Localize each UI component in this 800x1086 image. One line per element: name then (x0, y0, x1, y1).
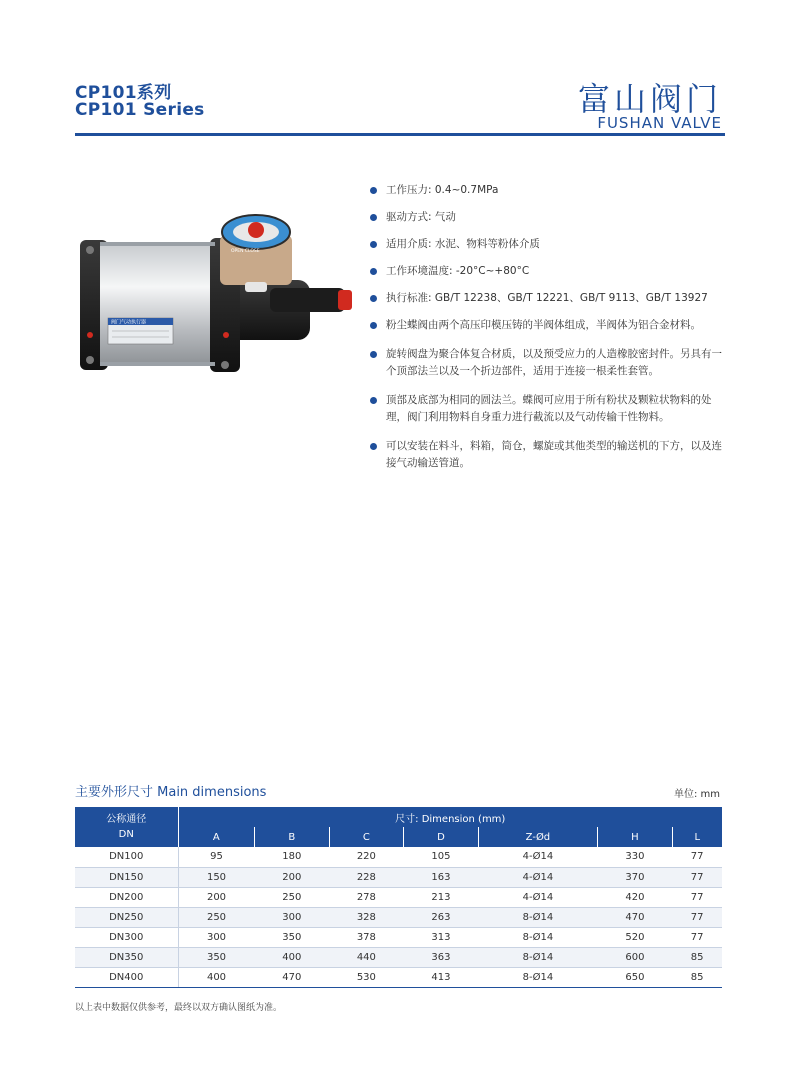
table-row (75, 927, 722, 947)
table-cell: DN100 (75, 847, 178, 867)
table-footnote: 以上表中数据仅供参考，最终以双方确认图纸为准。 (75, 1003, 283, 1013)
spec-item: 执行标准: GB/T 12238、GB/T 12221、GB/T 9113、GB/T 13927 (370, 290, 725, 307)
table-cell: 350 (255, 927, 330, 947)
bullet-dot-icon (370, 214, 377, 221)
table-row (75, 967, 722, 987)
table-cell: 250 (255, 887, 330, 907)
brand-name-en: FUSHAN VALVE (597, 114, 722, 132)
table-cell: 150 (178, 867, 255, 887)
table-cell: 77 (672, 887, 722, 907)
table-cell: 8-Ø14 (478, 907, 597, 927)
table-cell: 520 (598, 927, 673, 947)
table-cell: 400 (178, 967, 255, 987)
red-end-cap (338, 290, 352, 310)
table-cell: 530 (329, 967, 404, 987)
dimension-group-header: 尺寸: Dimension (mm) (178, 807, 722, 827)
spec-item: 可以安装在料斗，料箱，筒仓，螺旋或其他类型的输送机的下方，以及连接气动输送管道。 (370, 438, 725, 472)
table-cell: DN300 (75, 927, 178, 947)
actuator-cylinder (100, 245, 215, 365)
table-cell: 263 (404, 907, 479, 927)
svg-text:OPEN CLOSE: OPEN CLOSE (231, 249, 260, 254)
table-cell: DN350 (75, 947, 178, 967)
table-cell: 8-Ø14 (478, 927, 597, 947)
table-row (75, 847, 722, 867)
table-cell: 77 (672, 907, 722, 927)
bullet-dot-icon (370, 295, 377, 302)
column-header: Z-Ød (478, 827, 597, 847)
table-cell: 220 (329, 847, 404, 867)
column-header: A (178, 827, 255, 847)
table-row (75, 947, 722, 967)
spec-item: 旋转阀盘为聚合体复合材质，以及预受应力的人造橡胶密封件。另具有一个顶部法兰以及一个折边部件，适用于连接一根柔性套管。 (370, 346, 725, 380)
table-cell: 4-Ø14 (478, 887, 597, 907)
table-cell: 470 (255, 967, 330, 987)
spec-item: 顶部及底部为相同的圆法兰。蝶阀可应用于所有粉状及颗粒状物料的处理，阀门利用物料自身重力进行截流以及气动传输干性物料。 (370, 392, 725, 426)
series-title-en: CP101 Series (75, 100, 205, 120)
table-cell: 370 (598, 867, 673, 887)
table-cell: 440 (329, 947, 404, 967)
table-cell: 228 (329, 867, 404, 887)
table-cell: 200 (255, 867, 330, 887)
table-cell: 330 (598, 847, 673, 867)
bullet-dot-icon (370, 187, 377, 194)
table-cell: 300 (255, 907, 330, 927)
spec-item: 工作压力: 0.4~0.7MPa (370, 182, 725, 199)
valve-shaft (270, 288, 345, 312)
table-row (75, 887, 722, 907)
table-cell: DN250 (75, 907, 178, 927)
unit-label: 单位: mm (673, 789, 720, 800)
dn-header: 公称通径 DN (75, 807, 178, 847)
table-cell: 95 (178, 847, 255, 867)
table-cell: 600 (598, 947, 673, 967)
table-cell: 378 (329, 927, 404, 947)
table-cell: 400 (255, 947, 330, 967)
table-cell: 8-Ø14 (478, 947, 597, 967)
svg-text:阀门气动执行器: 阀门气动执行器 (111, 319, 147, 326)
dimensions-title: 主要外形尺寸 Main dimensions (75, 785, 267, 800)
table-cell: 180 (255, 847, 330, 867)
column-header: B (255, 827, 330, 847)
pneumatic-butterfly-valve-image (70, 200, 355, 390)
table-cell: 85 (672, 947, 722, 967)
table-cell: 163 (404, 867, 479, 887)
column-header: L (672, 827, 722, 847)
series-title-zh: CP101系列 (75, 83, 172, 103)
bullet-dot-icon (370, 351, 377, 358)
table-cell: 105 (404, 847, 479, 867)
bullet-dot-icon (370, 322, 377, 329)
table-cell: DN150 (75, 867, 178, 887)
table-cell: 470 (598, 907, 673, 927)
column-header: H (598, 827, 673, 847)
header-rule (75, 133, 725, 136)
table-cell: 363 (404, 947, 479, 967)
table-cell: 4-Ø14 (478, 847, 597, 867)
table-cell: 85 (672, 967, 722, 987)
table-cell: 313 (404, 927, 479, 947)
bullet-dot-icon (370, 268, 377, 275)
table-cell: 328 (329, 907, 404, 927)
spec-item: 粉尘蝶阀由两个高压印模压铸的半阀体组成，半阀体为铝合金材料。 (370, 317, 725, 334)
table-cell: 420 (598, 887, 673, 907)
spec-item: 适用介质: 水泥、物料等粉体介质 (370, 236, 725, 253)
table-cell: 77 (672, 847, 722, 867)
spec-item: 驱动方式: 气动 (370, 209, 725, 226)
bullet-dot-icon (370, 443, 377, 450)
spec-list (370, 180, 725, 472)
table-cell: 200 (178, 887, 255, 907)
table-cell: 4-Ø14 (478, 867, 597, 887)
table-cell: 300 (178, 927, 255, 947)
table-cell: 77 (672, 927, 722, 947)
table-cell: 350 (178, 947, 255, 967)
table-row (75, 907, 722, 927)
table-cell: 8-Ø14 (478, 967, 597, 987)
table-cell: 213 (404, 887, 479, 907)
bullet-dot-icon (370, 397, 377, 404)
table-cell: DN200 (75, 887, 178, 907)
column-header: D (404, 827, 479, 847)
column-header: C (329, 827, 404, 847)
dimensions-table (75, 807, 722, 988)
table-cell: 250 (178, 907, 255, 927)
table-cell: 77 (672, 867, 722, 887)
spec-item: 工作环境温度: -20°C~+80°C (370, 263, 725, 280)
table-row (75, 867, 722, 887)
table-cell: 650 (598, 967, 673, 987)
table-cell: 413 (404, 967, 479, 987)
table-cell: 278 (329, 887, 404, 907)
brand-name-zh: 富山阀门 (577, 80, 722, 118)
table-cell: DN400 (75, 967, 178, 987)
bullet-dot-icon (370, 241, 377, 248)
